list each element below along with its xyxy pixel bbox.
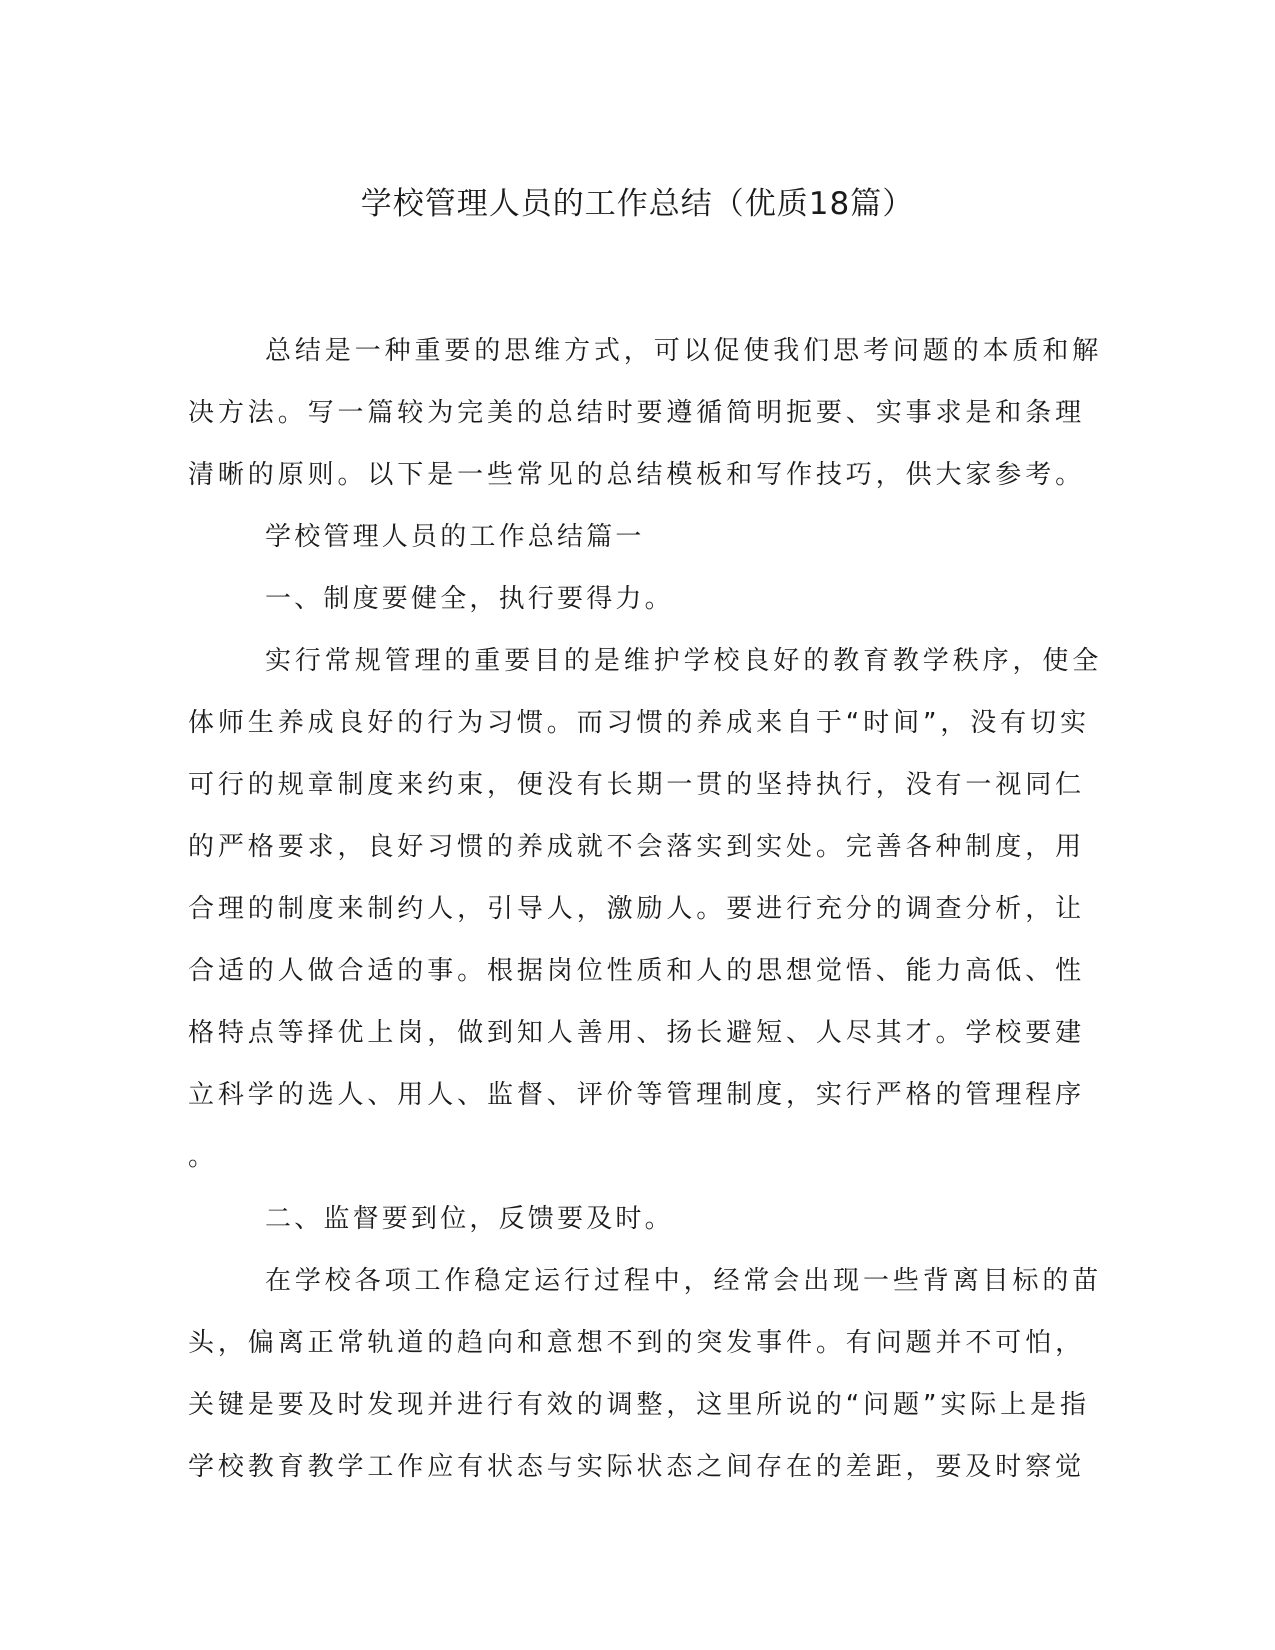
intro-line-2: 决方法。写一篇较为完美的总结时要遵循简明扼要、实事求是和条理 <box>188 398 1086 428</box>
paragraph-line: 的严格要求，良好习惯的养成就不会落实到实处。完善各种制度，用 <box>188 832 1086 862</box>
paragraph-line: 头，偏离正常轨道的趋向和意想不到的突发事件。有问题并不可怕， <box>188 1328 1086 1358</box>
intro-line-1: 总结是一种重要的思维方式，可以促使我们思考问题的本质和解 <box>265 336 1103 366</box>
paragraph-line: 学校教育教学工作应有状态与实际状态之间存在的差距，要及时察觉 <box>188 1452 1086 1482</box>
paragraph-line: 体师生养成良好的行为习惯。而习惯的养成来自于“时间”，没有切实 <box>188 708 1090 738</box>
paragraph-line: 立科学的选人、用人、监督、评价等管理制度，实行严格的管理程序 <box>188 1080 1086 1110</box>
paragraph-line: 可行的规章制度来约束，便没有长期一贯的坚持执行，没有一视同仁 <box>188 770 1086 800</box>
paragraph-line: 合适的人做合适的事。根据岗位性质和人的思想觉悟、能力高低、性 <box>188 956 1086 986</box>
paragraph-line: 格特点等择优上岗，做到知人善用、扬长避短、人尽其才。学校要建 <box>188 1018 1086 1048</box>
subheading-one: 一、制度要健全，执行要得力。 <box>265 584 674 614</box>
section-heading-part-one: 学校管理人员的工作总结篇一 <box>265 522 645 552</box>
document-title: 学校管理人员的工作总结（优质18篇） <box>360 186 915 222</box>
paragraph-line: 关键是要及时发现并进行有效的调整，这里所说的“问题”实际上是指 <box>188 1390 1090 1420</box>
paragraph-line: 在学校各项工作稳定运行过程中，经常会出现一些背离目标的苗 <box>265 1266 1103 1296</box>
intro-line-3: 清晰的原则。以下是一些常见的总结模板和写作技巧，供大家参考。 <box>188 460 1086 490</box>
paragraph-line: 合理的制度来制约人，引导人，激励人。要进行充分的调查分析，让 <box>188 894 1086 924</box>
document-body <box>188 320 1103 1498</box>
subheading-two: 二、监督要到位，反馈要及时。 <box>265 1204 674 1234</box>
paragraph-line: 实行常规管理的重要目的是维护学校良好的教育教学秩序，使全 <box>265 646 1103 676</box>
paragraph-line: 。 <box>188 1142 215 1172</box>
